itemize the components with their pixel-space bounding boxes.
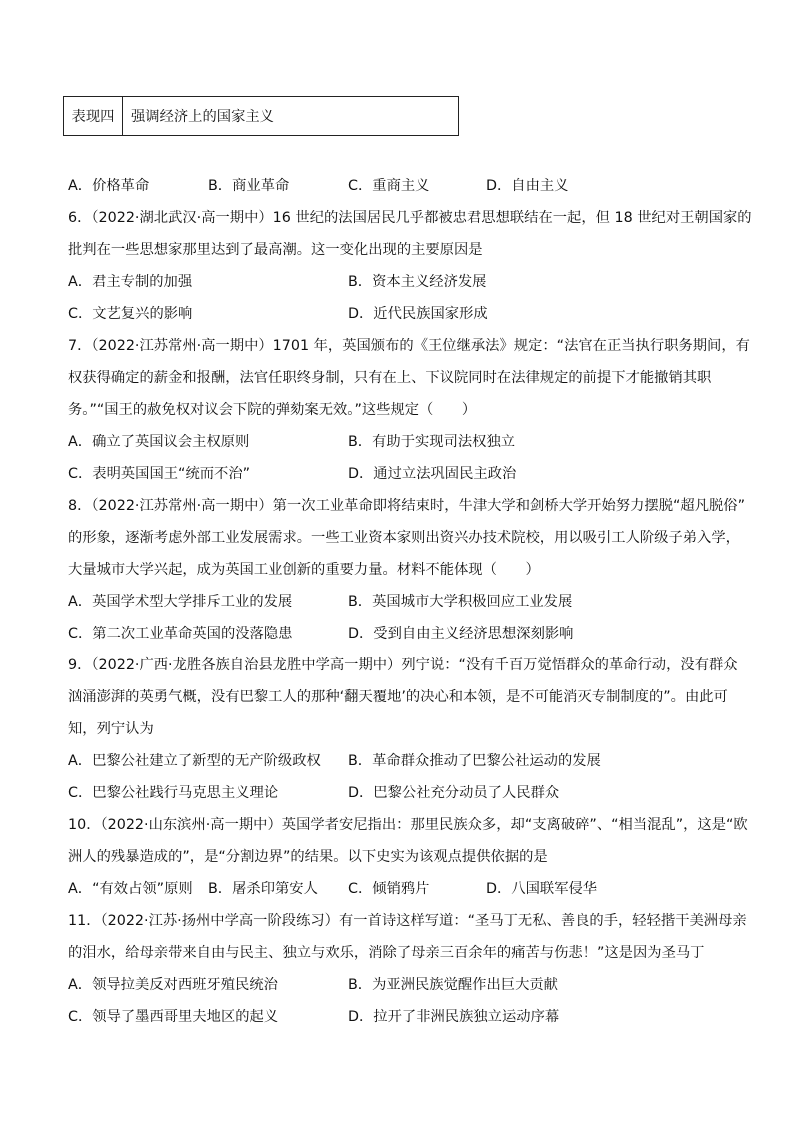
q7-option-a: A．确立了英国议会主权原则 [68,434,250,450]
q9-option-b: B．革命群众推动了巴黎公社运动的发展 [348,753,601,769]
q6-stem-line-2: 批判在一些思想家那里达到了最高潮。这一变化出现的主要原因是 [68,242,483,258]
q5-option-c: C．重商主义 [348,178,430,194]
q6-option-d: D．近代民族国家形成 [348,306,488,322]
q8-stem-line-2: 的形象，逐渐考虑外部工业发展需求。一些工业资本家则出资兴办技术院校，用以吸引工人阶级子弟入学， [68,530,740,546]
q8-option-a: A．英国学术型大学排斥工业的发展 [68,594,293,610]
q5-option-b: B．商业革命 [208,178,290,194]
q10-stem-line-1: 10．（2022·山东滨州·高一期中）英国学者安尼指出：那里民族众多，却“支离破碎”、“相当混乱”，这是“欧 [68,817,748,833]
q7-stem-line-1: 7．（2022·江苏常州·高一期中）1701 年，英国颁布的《王位继承法》规定：“法官在正当执行职务期间，有 [68,338,750,354]
q5-option-d: D．自由主义 [486,178,569,194]
q8-option-c: C．第二次工业革命英国的没落隐患 [68,626,293,642]
q11-stem-line-1: 11．（2022·江苏·扬州中学高一阶段练习）有一首诗这样写道：“圣马丁无私、善良的手，轻轻揩干美洲母亲 [68,913,747,929]
answer-table [63,96,459,136]
q9-stem-line-2: 汹涌澎湃的英勇气概，没有巴黎工人的那种‘翻天覆地’的决心和本领，是不可能消灭专制制度的”。由此可 [68,689,728,705]
q7-stem-line-2: 权获得确定的薪金和报酬，法官任职终身制，只有在上、下议院同时在法律规定的前提下才能撤销其职 [68,370,712,386]
q10-stem-line-2: 洲人的残暴造成的”，是“分割边界”的结果。以下史实为该观点提供依据的是 [68,849,548,865]
table-cell-label: 表现四 [64,97,123,135]
q9-stem-line-1: 9．（2022·广西·龙胜各族自治县龙胜中学高一期中）列宁说：“没有千百万觉悟群众的革命行动，没有群众 [68,657,738,673]
q10-option-c: C．倾销鸦片 [348,881,430,897]
q7-option-b: B．有助于实现司法权独立 [348,434,516,450]
q10-option-a: A．“有效占领”原则 [68,881,193,897]
q8-option-b: B．英国城市大学积极回应工业发展 [348,594,573,610]
q10-option-d: D．八国联军侵华 [486,881,598,897]
q6-option-c: C．文艺复兴的影响 [68,306,193,322]
q11-option-a: A．领导拉美反对西班牙殖民统治 [68,977,278,993]
q6-option-b: B．资本主义经济发展 [348,274,487,290]
q8-stem-line-3: 大量城市大学兴起，成为英国工业创新的重要力量。材料不能体现（ ） [68,562,540,578]
q9-option-a: A．巴黎公社建立了新型的无产阶级政权 [68,753,321,769]
q5-option-a: A．价格革命 [68,178,150,194]
q6-option-a: A．君主专制的加强 [68,274,193,290]
q8-stem-line-1: 8．（2022·江苏常州·高一期中）第一次工业革命即将结束时，牛津大学和剑桥大学开始努力摆脱“超凡脱俗” [68,498,745,514]
q7-option-c: C．表明英国国王“统而不治” [68,466,251,482]
q11-option-b: B．为亚洲民族觉醒作出巨大贡献 [348,977,558,993]
q11-stem-line-2: 的泪水，给母亲带来自由与民主、独立与欢乐，消除了母亲三百余年的痛苦与伤悲！”这是因为圣马丁 [68,945,705,961]
q9-stem-line-3: 知，列宁认为 [68,721,154,737]
q8-option-d: D．受到自由主义经济思想深刻影响 [348,626,574,642]
q6-stem-line-1: 6．（2022·湖北武汉·高一期中）16 世纪的法国居民几乎都被忠君思想联结在一起，但 18 世纪对王朝国家的 [68,210,752,226]
q11-option-c: C．领导了墨西哥里夫地区的起义 [68,1009,279,1025]
q9-option-d: D．巴黎公社充分动员了人民群众 [348,785,560,801]
q9-option-c: C．巴黎公社践行马克思主义理论 [68,785,279,801]
q10-option-b: B．屠杀印第安人 [208,881,318,897]
q7-stem-line-3: 务。”“国王的赦免权对议会下院的弹劾案无效。”这些规定（ ） [68,402,477,418]
q7-option-d: D．通过立法巩固民主政治 [348,466,517,482]
table-cell-content: 强调经济上的国家主义 [131,109,274,125]
q11-option-d: D．拉开了非洲民族独立运动序幕 [348,1009,560,1025]
